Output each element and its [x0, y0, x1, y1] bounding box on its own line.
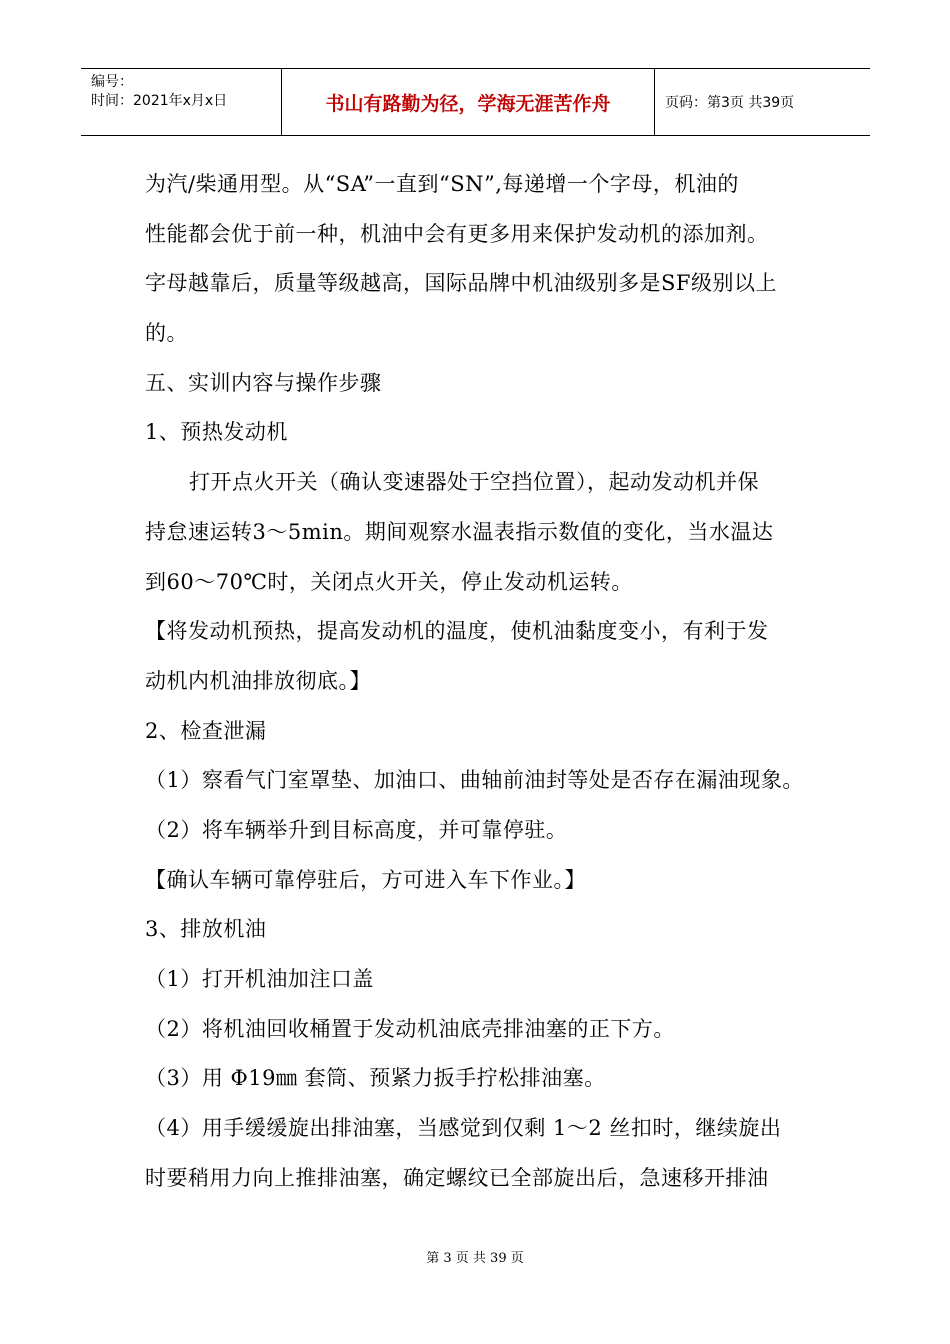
- body-line: 性能都会优于前一种，机油中会有更多用来保护发动机的添加剂。: [145, 221, 769, 246]
- step-heading: 3、排放机油: [145, 917, 267, 942]
- note-line: 【确认车辆可靠停驻后，方可进入车下作业。】: [145, 867, 586, 892]
- page-info: 页码：第3页 共39页: [665, 95, 795, 111]
- body-line: （3）用 Φ19㎜ 套筒、预紧力扳手拧松排油塞。: [145, 1066, 606, 1091]
- body-line: （2）将机油回收桶置于发动机油底壳排油塞的正下方。: [145, 1016, 675, 1041]
- body-line: 打开点火开关（确认变速器处于空挡位置），起动发动机并保: [189, 470, 759, 495]
- footer-page-number: 第 3 页 共 39 页: [426, 1251, 524, 1266]
- header-motto-cell: [282, 69, 655, 135]
- body-line: 时要稍用力向上推排油塞，确定螺纹已全部旋出后，急速移开排油: [145, 1165, 769, 1190]
- body-line: （2）将车辆举升到目标高度，并可靠停驻。: [145, 817, 568, 842]
- step-heading: 1、预热发动机: [145, 420, 288, 445]
- note-line: 动机内机油排放彻底。】: [145, 668, 371, 693]
- motto-text: 书山有路勤为径，学海无涯苦作舟: [325, 92, 611, 115]
- body-line: （1）察看气门室罩垫、加油口、曲轴前油封等处是否存在漏油现象。: [145, 768, 804, 793]
- header-page-cell: [655, 69, 870, 135]
- body-line: 的。: [145, 321, 188, 346]
- body-line: 为汽/柴通用型。从“SA”一直到“SN”,每递增一个字母，机油的: [145, 172, 739, 196]
- body-line: 到60～70℃时，关闭点火开关，停止发动机运转。: [145, 569, 633, 594]
- time-label: 时间：2021年x月x日: [91, 93, 228, 109]
- note-line: 【将发动机预热，提高发动机的温度，使机油黏度变小，有利于发: [145, 619, 769, 644]
- document-body: [145, 160, 825, 1203]
- section-heading: 五、实训内容与操作步骤: [145, 370, 382, 395]
- body-line: 持怠速运转3～5min。期间观察水温表指示数值的变化，当水温达: [145, 519, 774, 544]
- page-footer: [0, 1247, 950, 1266]
- body-line: 字母越靠后，质量等级越高，国际品牌中机油级别多是SF级别以上: [145, 271, 777, 296]
- header-meta-cell: [81, 69, 282, 135]
- document-header: [81, 68, 870, 136]
- number-label: 编号：: [91, 74, 133, 90]
- step-heading: 2、检查泄漏: [145, 718, 267, 743]
- body-line: （1）打开机油加注口盖: [145, 967, 374, 991]
- body-line: （4）用手缓缓旋出排油塞，当感觉到仅剩 1～2 丝扣时，继续旋出: [145, 1116, 782, 1141]
